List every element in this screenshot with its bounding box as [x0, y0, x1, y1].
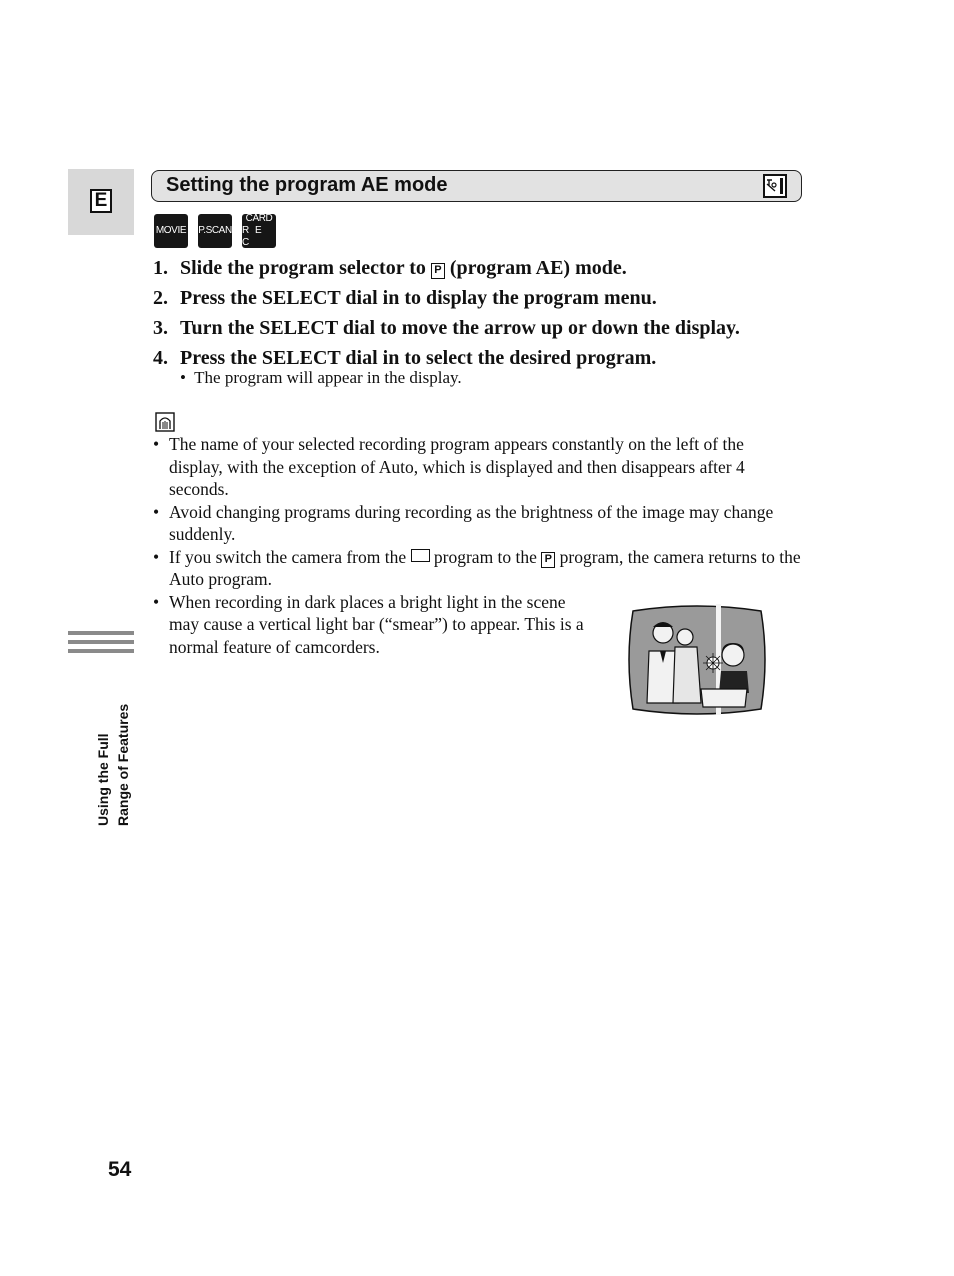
step-text: Slide the program selector to: [180, 257, 426, 279]
note-item: • When recording in dark places a bright light in the scene may cause a vertical light bar (“smear”) to appear. This is a normal feature of camcorders.: [151, 591, 589, 659]
step-number: 1.: [153, 257, 168, 279]
section-header: [151, 170, 802, 202]
pscan-mode-icon: [198, 214, 232, 248]
step-3: [153, 313, 803, 343]
step-number: 3.: [153, 317, 168, 339]
note-text-mid: program to the: [433, 546, 537, 567]
language-tab: [68, 169, 134, 235]
page-number: 54: [108, 1158, 132, 1181]
movie-mode-icon: [154, 214, 188, 248]
note-text: If you switch the camera from the: [169, 546, 407, 567]
step-note: • The program will appear in the display.: [180, 368, 462, 387]
step-number: 2.: [153, 287, 168, 309]
mode-icons: [154, 214, 276, 248]
step-text: Press the SELECT dial in to select the desired program.: [180, 347, 657, 369]
step-list: [153, 253, 803, 373]
pscan-label: P.SCAN: [198, 225, 232, 236]
program-ae-icon: [763, 174, 787, 198]
chapter-label-line2: Range of Features: [115, 703, 131, 826]
step-text: Turn the SELECT dial to move the arrow up or down the display.: [180, 317, 740, 339]
note-item: [151, 546, 801, 591]
program-ae-symbol: P: [541, 552, 555, 568]
note-item: • The name of your selected recording program appears constantly on the left of the display, with the exception of Auto, which is displayed and then disappears after 4 seconds.: [151, 433, 801, 501]
step-1: [153, 253, 803, 283]
step-text-end: (program AE) mode.: [449, 257, 627, 279]
card-label: CARD: [245, 213, 273, 224]
step-text: Press the SELECT dial in to display the program menu.: [180, 287, 657, 309]
rec-label: R E C: [242, 225, 264, 248]
step-2: [153, 283, 803, 313]
note-icon: [155, 412, 175, 432]
chapter-label-line1: Using the Full: [95, 733, 111, 826]
card-rec-mode-icon: [242, 214, 276, 248]
section-title: Setting the program AE mode: [166, 174, 448, 196]
movie-label: MOVIE: [155, 225, 187, 236]
step-number: 4.: [153, 347, 168, 369]
program-ae-symbol: P: [431, 263, 445, 279]
smear-illustration: [627, 603, 767, 716]
note-text-end: program, the camera returns to the Auto program.: [169, 546, 801, 589]
language-letter: E: [90, 189, 112, 213]
step-note-text: The program will appear in the display.: [194, 368, 462, 387]
auto-program-symbol: [411, 549, 430, 562]
chapter-label: [93, 666, 133, 826]
chapter-marker: [68, 631, 134, 658]
note-item: • Avoid changing programs during recording as the brightness of the image may change suddenly.: [151, 501, 801, 546]
